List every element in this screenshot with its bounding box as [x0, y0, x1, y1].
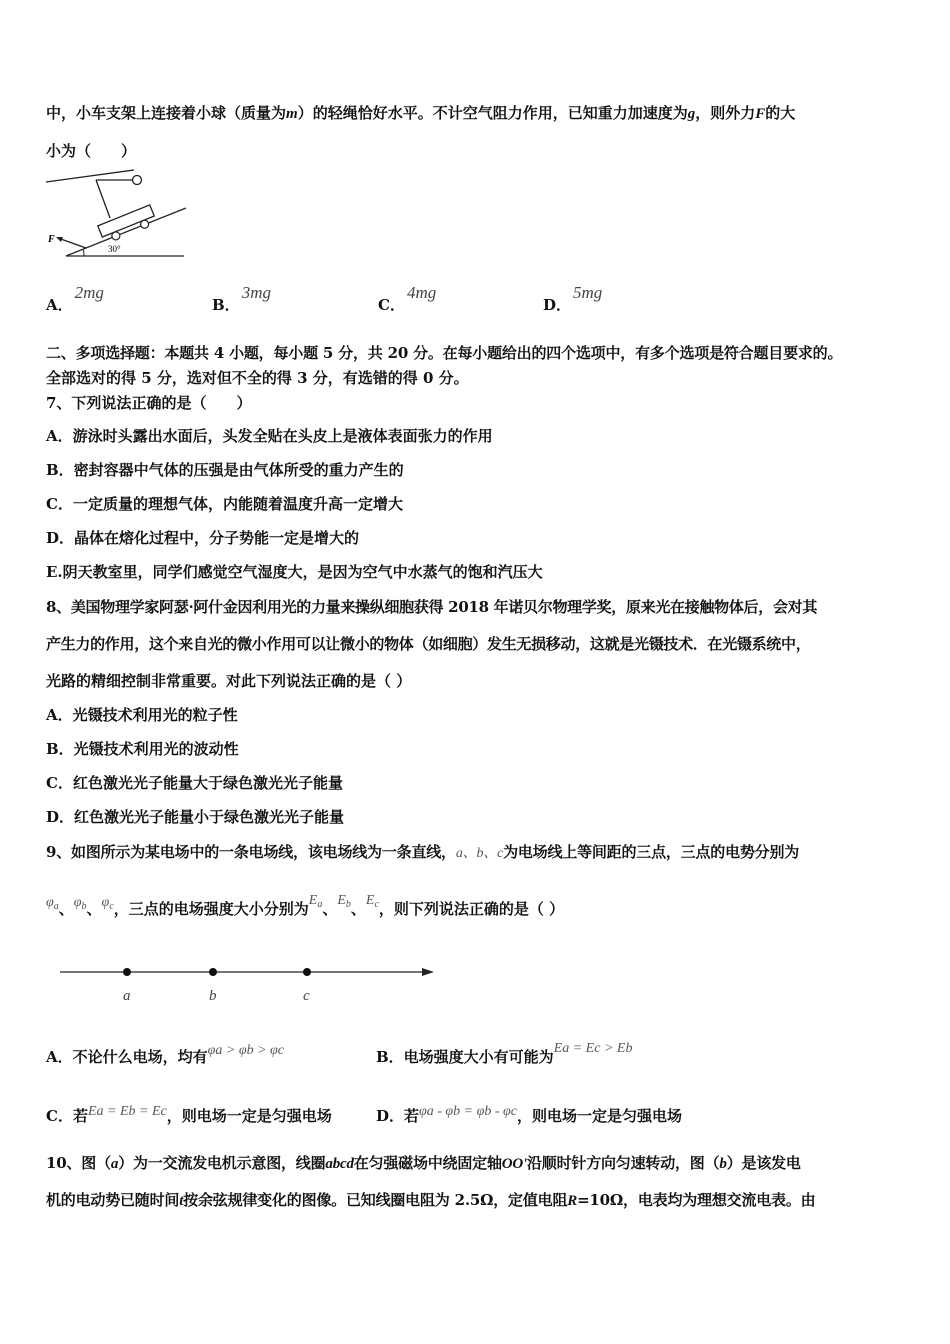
q8-option-d[interactable]: D．红色激光光子能量小于绿色激光光子能量	[46, 808, 345, 826]
q6-option-a[interactable]: A．2mg	[46, 283, 104, 314]
q9-option-d[interactable]: D．若φa - φb = φb - φc，则电场一定是匀强电场	[376, 1104, 682, 1125]
q7-option-c[interactable]: C．一定质量的理想气体，内能随着温度升高一定增大	[46, 495, 403, 513]
force-label: F	[48, 234, 55, 245]
var-g: g	[687, 106, 696, 122]
force-arrow	[58, 238, 86, 248]
q6-stem-line2: 小为（ ）	[46, 142, 137, 160]
field-line-figure	[56, 958, 440, 1008]
q9-stem-line1: 9、如图所示为某电场中的一条电场线，该电场线为一条直线，a、b、c为电场线上等间距的三点，三点的电势分别为	[46, 843, 800, 861]
q6-stem-line1: 中，小车支架上连接着小球（质量为m）的轻绳恰好水平。不计空气阻力作用，已知重力加速度为g，则外力F的大	[46, 104, 796, 122]
q8-option-c[interactable]: C．红色激光光子能量大于绿色激光光子能量	[46, 774, 343, 792]
point-c	[303, 968, 311, 976]
q8-stem-line2: 产生力的作用，这个来自光的微小作用可以让微小的物体（如细胞）发生无损移动，这就是光镊技术．在光镊系统中，	[46, 635, 811, 653]
q8-stem-line1: 8、美国物理学家阿瑟·阿什金因利用光的力量来操纵细胞获得 2018 年诺贝尔物理学奖，原来光在接触物体后，会对其	[46, 598, 818, 616]
label-b: b	[209, 988, 217, 1004]
section2-heading-line1: 二、多项选择题：本题共 4 小题，每小题 5 分，共 20 分。在每小题给出的四个选项中，有多个选项是符合题目要求的。	[46, 344, 843, 362]
force-arrow-head	[56, 237, 63, 242]
var-m: m	[286, 106, 298, 122]
q7-stem: 7、下列说法正确的是（ ）	[46, 394, 252, 412]
point-a	[123, 968, 131, 976]
E-c: $E_c$	[365, 893, 379, 910]
E-a: $E_a$	[308, 893, 323, 910]
label-c: c	[303, 988, 310, 1004]
q6-option-d[interactable]: D．5mg	[543, 283, 603, 314]
q6-option-c[interactable]: C．4mg	[378, 283, 437, 314]
label-a: a	[123, 988, 131, 1004]
support-rod	[96, 180, 110, 218]
q10-stem-line2: 机的电动势已随时间t按余弦规律变化的图像。已知线圈电阻为 2.5Ω，定值电阻R=10Ω，电表均为理想交流电表。由	[46, 1191, 816, 1209]
q7-option-a[interactable]: A．游泳时头露出水面后，头发全贴在头皮上是液体表面张力的作用	[46, 427, 493, 445]
var-F: F	[755, 106, 766, 122]
q9-option-a[interactable]: A．不论什么电场，均有φa > φb > φc	[46, 1043, 284, 1066]
field-line-arrowhead	[422, 968, 434, 976]
q7-option-e[interactable]: E.阴天教室里，同学们感觉空气湿度大，是因为空气中水蒸气的饱和汽压大	[46, 563, 543, 581]
q9-points-abc: a、b、c	[455, 846, 504, 861]
section2-heading-line2: 全部选对的得 5 分，选对但不全的得 3 分，有选错的得 0 分。	[46, 369, 469, 387]
q9-stem-line2: $\varphi_a$、$\varphi_b$、$\varphi_c$，三点的电场强度大小分别为$E_a$、$E_b$、$E_c$，则下列说法正确的是（ ）	[46, 893, 565, 918]
q8-option-a[interactable]: A．光镊技术利用光的粒子性	[46, 706, 238, 724]
incline-cart-figure	[44, 168, 189, 260]
q9-option-b[interactable]: B．电场强度大小有可能为Ea = Ec > Eb	[376, 1041, 633, 1066]
phi-c: $\varphi_c$	[101, 895, 114, 912]
q7-option-b[interactable]: B．密封容器中气体的压强是由气体所受的重力产生的	[46, 461, 404, 479]
angle-arc	[83, 249, 84, 256]
q9-option-c[interactable]: C．若Ea = Eb = Ec，则电场一定是匀强电场	[46, 1104, 332, 1125]
E-b: $E_b$	[337, 893, 351, 910]
q8-option-b[interactable]: B．光镊技术利用光的波动性	[46, 740, 239, 758]
q10-stem-line1: 10、图（a）为一交流发电机示意图，线圈abcd在匀强磁场中绕固定轴OO'沿顺时针方向匀速转动，图（b）是该发电	[46, 1154, 801, 1172]
q6-option-b[interactable]: B．3mg	[212, 283, 271, 314]
point-b	[209, 968, 217, 976]
phi-b: $\varphi_b$	[73, 895, 87, 912]
ball	[133, 176, 142, 185]
angle-label: 30°	[108, 244, 121, 254]
q8-stem-line3: 光路的精细控制非常重要。对此下列说法正确的是（ ）	[46, 672, 412, 690]
phi-a: $\varphi_a$	[46, 895, 59, 912]
q7-option-d[interactable]: D．晶体在熔化过程中，分子势能一定是增大的	[46, 529, 360, 547]
